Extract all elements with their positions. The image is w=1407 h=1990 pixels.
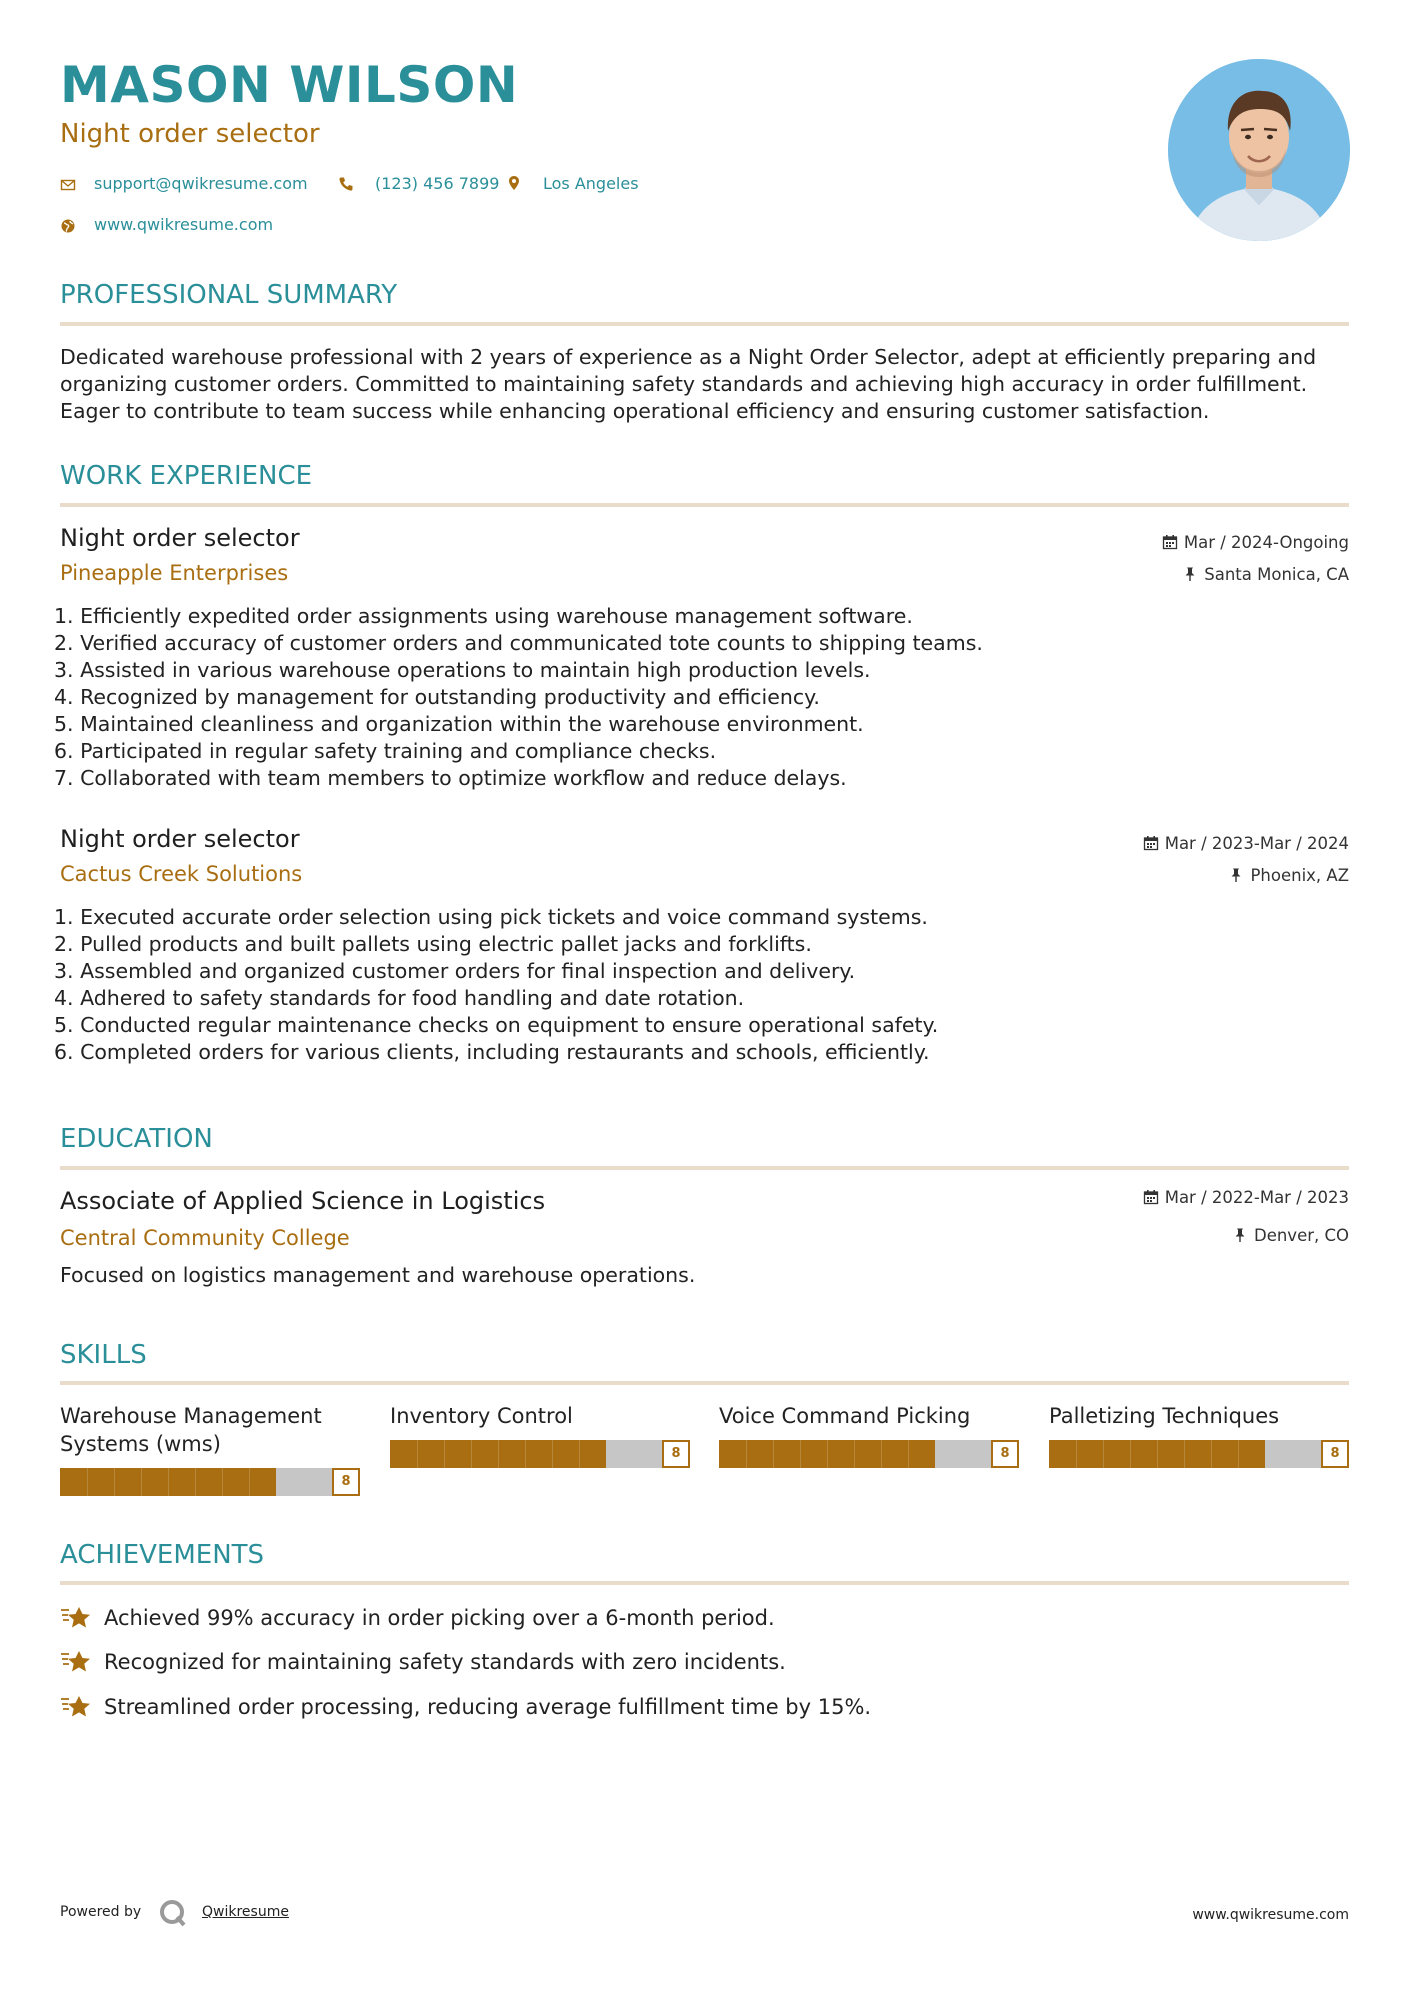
shooting-star-icon — [60, 1603, 92, 1631]
shooting-star-icon — [60, 1647, 92, 1675]
skill-level-badge: 8 — [1321, 1440, 1349, 1468]
education-dates-text: Mar / 2022-Mar / 2023 — [1164, 1188, 1349, 1207]
company-name: Cactus Creek Solutions — [60, 862, 303, 886]
skill-level-badge: 8 — [662, 1440, 690, 1468]
skill-level-badge: 8 — [332, 1468, 360, 1496]
list-item: 6. Completed orders for various clients, including restaurants and schools, efficiently. — [54, 1040, 930, 1064]
pushpin-icon — [1228, 867, 1244, 883]
education-dates — [1143, 1188, 1349, 1207]
list-item: 6. Participated in regular safety training and compliance checks. — [54, 739, 717, 763]
skill-name: Inventory Control — [390, 1404, 573, 1428]
achievement-text: Recognized for maintaining safety standards with zero incidents. — [104, 1650, 786, 1674]
summary-line: organizing customer orders. Committed to maintaining safety standards and achieving high accuracy in order fulfillment. — [60, 372, 1308, 396]
skill-bar-segment-divider — [773, 1440, 774, 1468]
profile-photo — [1168, 59, 1350, 241]
skill-item — [719, 1402, 1019, 1502]
pushpin-icon — [1232, 1227, 1248, 1243]
candidate-name: MASON WILSON — [60, 56, 519, 114]
skill-bar-segment-divider — [114, 1468, 115, 1496]
skill-bar-segment-divider — [854, 1440, 855, 1468]
skill-bar-remaining — [935, 1440, 993, 1468]
job-location — [1182, 565, 1349, 584]
globe-icon — [60, 218, 76, 234]
skill-item — [60, 1402, 360, 1502]
education-location-text: Denver, CO — [1253, 1226, 1349, 1245]
skill-bar — [1049, 1440, 1349, 1468]
skills-divider — [60, 1381, 1349, 1385]
job-location-text: Phoenix, AZ — [1250, 866, 1349, 885]
summary-text — [60, 344, 1360, 425]
skill-bar-fill — [390, 1440, 606, 1468]
skill-bar-segment-divider — [1157, 1440, 1158, 1468]
skill-bar-remaining — [1265, 1440, 1323, 1468]
summary-line: Eager to contribute to team success while enhancing operational efficiency and ensuring customer satisfaction. — [60, 399, 1210, 423]
skill-bar-fill — [719, 1440, 935, 1468]
location-pin-icon — [506, 175, 522, 191]
list-item: 1. Efficiently expedited order assignments using warehouse management software. — [54, 604, 913, 628]
skill-bar-fill — [60, 1468, 276, 1496]
email-link[interactable]: support@qwikresume.com — [94, 174, 308, 193]
skill-bar-segment-divider — [746, 1440, 747, 1468]
education-divider — [60, 1166, 1349, 1170]
skill-bar-segment-divider — [1076, 1440, 1077, 1468]
summary-line: Dedicated warehouse professional with 2 years of experience as a Night Order Selector, adept at efficiently preparing and — [60, 345, 1317, 369]
list-item: 1. Executed accurate order selection using pick tickets and voice command systems. — [54, 905, 928, 929]
achievement-text: Streamlined order processing, reducing average fulfillment time by 15%. — [104, 1695, 872, 1719]
list-item: 4. Adhered to safety standards for food handling and date rotation. — [54, 986, 745, 1010]
achievement-item — [60, 1647, 786, 1675]
job-dates — [1162, 533, 1349, 552]
skill-bar-fill — [1049, 1440, 1265, 1468]
job-dates-text: Mar / 2024-Ongoing — [1183, 533, 1349, 552]
calendar-icon — [1162, 534, 1178, 550]
skill-bar-segment-divider — [579, 1440, 580, 1468]
education-heading: EDUCATION — [60, 1124, 213, 1154]
skill-bar-segment-divider — [800, 1440, 801, 1468]
skill-bar-segment-divider — [881, 1440, 882, 1468]
skill-bar — [719, 1440, 1019, 1468]
skill-bar-segment-divider — [498, 1440, 499, 1468]
school-name: Central Community College — [60, 1226, 350, 1250]
skill-bar-remaining — [276, 1468, 334, 1496]
list-item: 7. Collaborated with team members to optimize workflow and reduce delays. — [54, 766, 847, 790]
skill-bar-segment-divider — [249, 1468, 250, 1496]
education-location — [1232, 1226, 1349, 1245]
skill-name: Voice Command Picking — [719, 1404, 971, 1428]
calendar-icon — [1143, 1189, 1159, 1205]
job-bullets — [54, 603, 1154, 792]
summary-heading: PROFESSIONAL SUMMARY — [60, 280, 398, 310]
skill-bar-segment-divider — [1238, 1440, 1239, 1468]
footer-website-link[interactable]: www.qwikresume.com — [1192, 1907, 1349, 1923]
skill-bar-segment-divider — [222, 1468, 223, 1496]
job-title: Night order selector — [60, 524, 300, 552]
avatar — [1168, 59, 1350, 241]
location-text: Los Angeles — [543, 174, 639, 193]
skill-bar-segment-divider — [908, 1440, 909, 1468]
list-item: 2. Pulled products and built pallets using electric pallet jacks and forklifts. — [54, 932, 812, 956]
website-link[interactable]: www.qwikresume.com — [94, 215, 274, 234]
skill-bar-segment-divider — [141, 1468, 142, 1496]
degree-title: Associate of Applied Science in Logistics — [60, 1187, 546, 1215]
company-name: Pineapple Enterprises — [60, 561, 289, 585]
skill-bar-segment-divider — [195, 1468, 196, 1496]
job-dates-text: Mar / 2023-Mar / 2024 — [1164, 834, 1349, 853]
skill-bar-segment-divider — [552, 1440, 553, 1468]
job-location — [1228, 866, 1349, 885]
skill-level-badge: 8 — [991, 1440, 1019, 1468]
summary-divider — [60, 322, 1349, 326]
calendar-icon — [1143, 835, 1159, 851]
skill-bar-segment-divider — [168, 1468, 169, 1496]
skill-item — [1049, 1402, 1349, 1502]
list-item: 2. Verified accuracy of customer orders and communicated tote counts to shipping teams. — [54, 631, 983, 655]
achievement-text: Achieved 99% accuracy in order picking over a 6-month period. — [104, 1606, 775, 1630]
job-location-text: Santa Monica, CA — [1204, 565, 1349, 584]
skill-bar-segment-divider — [417, 1440, 418, 1468]
achievement-item — [60, 1603, 775, 1631]
skill-bar — [390, 1440, 690, 1468]
list-item: 3. Assembled and organized customer orders for final inspection and delivery. — [54, 959, 856, 983]
skill-bar-segment-divider — [1184, 1440, 1185, 1468]
powered-by-label: Powered by — [60, 1904, 142, 1920]
skill-bar-segment-divider — [444, 1440, 445, 1468]
skill-bar-remaining — [606, 1440, 664, 1468]
phone-number[interactable]: (123) 456 7899 — [375, 174, 500, 193]
job-title: Night order selector — [60, 825, 300, 853]
experience-heading: WORK EXPERIENCE — [60, 461, 313, 491]
list-item: 5. Conducted regular maintenance checks on equipment to ensure operational safety. — [54, 1013, 939, 1037]
skill-bar-segment-divider — [471, 1440, 472, 1468]
qwikresume-logo-icon — [158, 1898, 188, 1928]
achievements-heading: ACHIEVEMENTS — [60, 1540, 265, 1570]
education-description: Focused on logistics management and warehouse operations. — [60, 1263, 696, 1287]
skill-bar-segment-divider — [1130, 1440, 1131, 1468]
skill-item — [390, 1402, 690, 1502]
skill-bar-segment-divider — [87, 1468, 88, 1496]
skill-name: Palletizing Techniques — [1049, 1404, 1280, 1428]
skill-bar-segment-divider — [1103, 1440, 1104, 1468]
achievements-divider — [60, 1581, 1349, 1585]
skill-bar — [60, 1468, 360, 1496]
skill-bar-segment-divider — [525, 1440, 526, 1468]
list-item: 3. Assisted in various warehouse operations to maintain high production levels. — [54, 658, 871, 682]
experience-divider — [60, 503, 1349, 507]
list-item: 4. Recognized by management for outstanding productivity and efficiency. — [54, 685, 820, 709]
pushpin-icon — [1182, 566, 1198, 582]
job-dates — [1143, 834, 1349, 853]
shooting-star-icon — [60, 1692, 92, 1720]
achievement-item — [60, 1692, 871, 1720]
candidate-role: Night order selector — [60, 119, 320, 149]
skill-bar-segment-divider — [1211, 1440, 1212, 1468]
qwikresume-link[interactable]: Qwikresume — [202, 1904, 289, 1920]
email-icon — [60, 177, 76, 193]
skills-heading: SKILLS — [60, 1340, 147, 1370]
skill-name: Warehouse Management Systems (wms) — [60, 1404, 322, 1456]
skill-bar-segment-divider — [827, 1440, 828, 1468]
list-item: 5. Maintained cleanliness and organization within the warehouse environment. — [54, 712, 864, 736]
phone-icon — [338, 176, 354, 192]
job-bullets — [54, 904, 1154, 1066]
